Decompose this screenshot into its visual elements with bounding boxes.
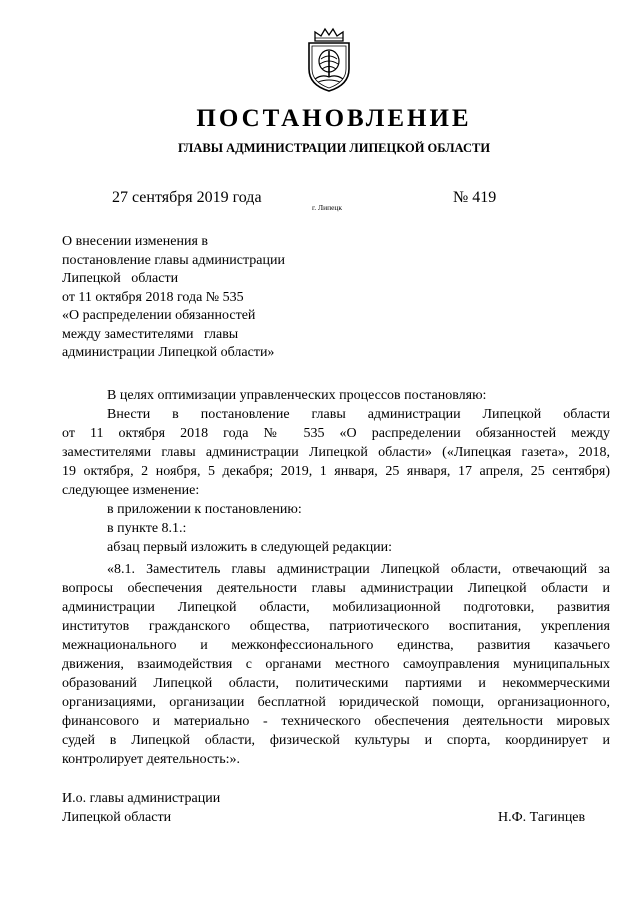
signatory-name: Н.Ф. Тагинцев [498,810,586,825]
quote-line: «8.1. Заместитель главы администрации Липецкой области, отвечающий за [107,562,610,577]
quote-line: администрации Липецкой области, мобилизационной подготовки, развития [62,600,610,615]
document-date: 27 сентября 2019 года [112,189,262,206]
quote-line: контролирует деятельность:». [62,752,241,767]
document-body [62,386,610,769]
signatory-position [62,790,220,827]
subject-line: Липецкой области [62,271,179,286]
subject-line: постановление главы администрации [62,252,285,268]
subject-line: между заместителями главы [62,326,239,342]
quote-line: организациями, организации бесплатной юридической помощи, организационного, [62,695,610,710]
signatory-position-line: Липецкой области [62,809,172,825]
quote-line: образований Липецкой области, политическими партиями и некоммерческими [62,676,610,691]
quote-line: вопросы обеспечения деятельности главы администрации Липецкой области и [62,581,610,596]
subject-line: от 11 октября 2018 года № 535 [62,289,244,305]
list-item: в приложении к постановлению: [107,502,302,517]
coat-of-arms-icon [303,27,355,93]
document-number: № 419 [453,189,497,206]
list-item: абзац первый изложить в следующей редакции: [107,540,393,555]
quote-line: судей в Липецкой области, физической культуры и спорта, координирует и [62,733,610,748]
intro-paragraph: В целях оптимизации управленческих процессов постановляю: [107,388,487,403]
body-line: Внести в постановление главы администрации Липецкой области [107,407,610,422]
quote-line: межнационального и межконфессионального единства, развития казачьего [62,638,610,653]
document-title: ПОСТАНОВЛЕНИЕ [196,105,472,132]
body-line: 19 октября, 2 ноября, 5 декабря; 2019, 1 января, 25 января, 17 апреля, 25 сентября) [62,464,610,479]
signatory-position-line: И.о. главы администрации [62,791,221,806]
body-line: от 11 октября 2018 года № 535 «О распределении обязанностей между [62,426,610,441]
subject-block [62,233,285,363]
document-subtitle: ГЛАВЫ АДМИНИСТРАЦИИ ЛИПЕЦКОЙ ОБЛАСТИ [177,141,491,155]
list-item: в пункте 8.1.: [107,521,187,536]
body-line: заместителями главы администрации Липецкой области» («Липецкая газета», 2018, [62,445,610,460]
quote-line: институтов гражданского общества, патриотического воспитания, укрепления [62,619,610,634]
body-line: следующее изменение: [62,483,200,498]
subject-line: О внесении изменения в [62,234,208,249]
subject-line: администрации Липецкой области» [62,345,275,360]
quote-line: финансового и материально - технического обеспечения деятельности мировых [62,714,610,729]
quote-line: движения, взаимодействия с органами местного самоуправления муниципальных [62,657,610,672]
subject-line: «О распределении обязанностей [62,308,256,323]
document-city: г. Липецк [312,203,343,212]
